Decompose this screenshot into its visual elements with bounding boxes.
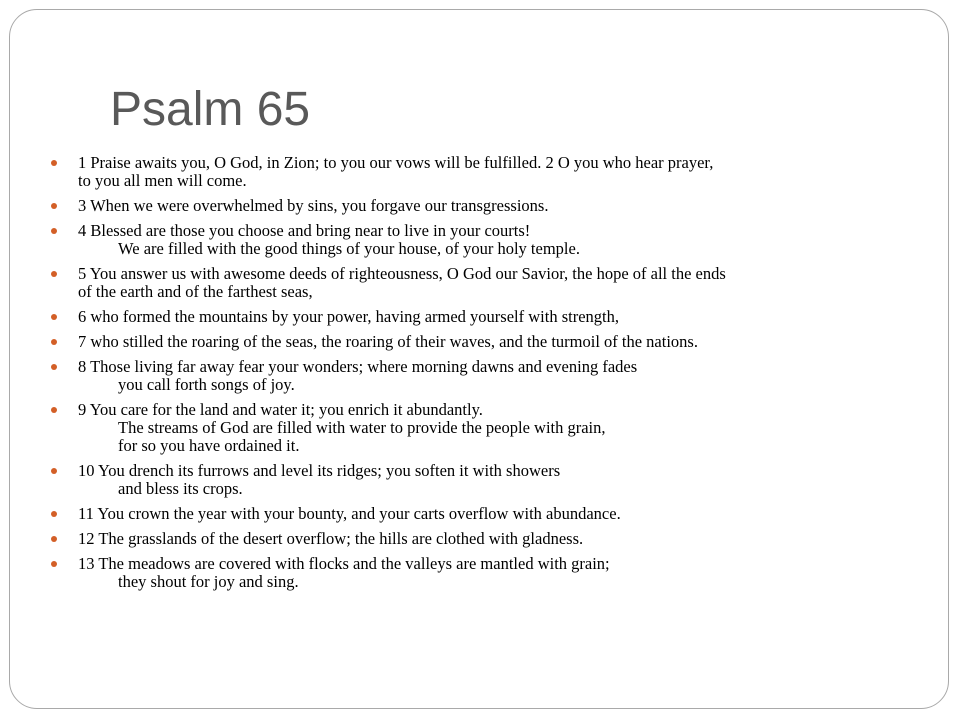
slide-title: Psalm 65 (110, 83, 311, 136)
bullet-icon (51, 314, 57, 320)
bullet-icon (51, 561, 57, 567)
verse-item (0, 462, 960, 498)
verse-item (0, 154, 960, 190)
verse-item (0, 530, 960, 548)
verse-line: 8 Those living far away fear your wonders; where morning dawns and evening fades (78, 357, 638, 376)
verse-item (0, 555, 960, 591)
verse-item (0, 265, 960, 301)
verse-line: 6 who formed the mountains by your power, having armed yourself with strength, (78, 307, 619, 326)
bullet-icon (51, 364, 57, 370)
bullet-icon (51, 468, 57, 474)
verse-line: 7 who stilled the roaring of the seas, the roaring of their waves, and the turmoil of the nations. (78, 332, 698, 351)
verse-line: 11 You crown the year with your bounty, and your carts overflow with abundance. (78, 504, 621, 523)
bullet-icon (51, 339, 57, 345)
verse-line: to you all men will come. (78, 171, 247, 190)
verse-line: and bless its crops. (118, 479, 243, 498)
bullet-icon (51, 407, 57, 413)
verse-item (0, 222, 960, 258)
bullet-icon (51, 536, 57, 542)
verse-line: of the earth and of the farthest seas, (78, 282, 313, 301)
verse-item (0, 358, 960, 394)
verse-line: 3 When we were overwhelmed by sins, you forgave our transgressions. (78, 196, 549, 215)
verse-line: for so you have ordained it. (118, 436, 300, 455)
bullet-icon (51, 511, 57, 517)
verse-item (0, 197, 960, 215)
verse-line: 12 The grasslands of the desert overflow; the hills are clothed with gladness. (78, 529, 584, 548)
bullet-icon (51, 228, 57, 234)
bullet-icon (51, 160, 57, 166)
verse-line: The streams of God are filled with water to provide the people with grain, (118, 418, 606, 437)
verse-line: 5 You answer us with awesome deeds of righteousness, O God our Savior, the hope of all the ends (78, 264, 726, 283)
verse-line: 4 Blessed are those you choose and bring near to live in your courts! (78, 221, 531, 240)
verse-list (0, 154, 960, 598)
verse-line: 13 The meadows are covered with flocks and the valleys are mantled with grain; (78, 554, 610, 573)
verse-line: We are filled with the good things of your house, of your holy temple. (118, 239, 580, 258)
verse-line: 1 Praise awaits you, O God, in Zion; to you our vows will be fulfilled. 2 O you who hear prayer, (78, 153, 714, 172)
bullet-icon (51, 271, 57, 277)
verse-line: 10 You drench its furrows and level its ridges; you soften it with showers (78, 461, 561, 480)
bullet-icon (51, 203, 57, 209)
verse-item (0, 308, 960, 326)
verse-line: 9 You care for the land and water it; you enrich it abundantly. (78, 400, 483, 419)
verse-item (0, 333, 960, 351)
verse-item (0, 401, 960, 455)
verse-item (0, 505, 960, 523)
verse-line: they shout for joy and sing. (118, 572, 299, 591)
verse-line: you call forth songs of joy. (118, 375, 295, 394)
